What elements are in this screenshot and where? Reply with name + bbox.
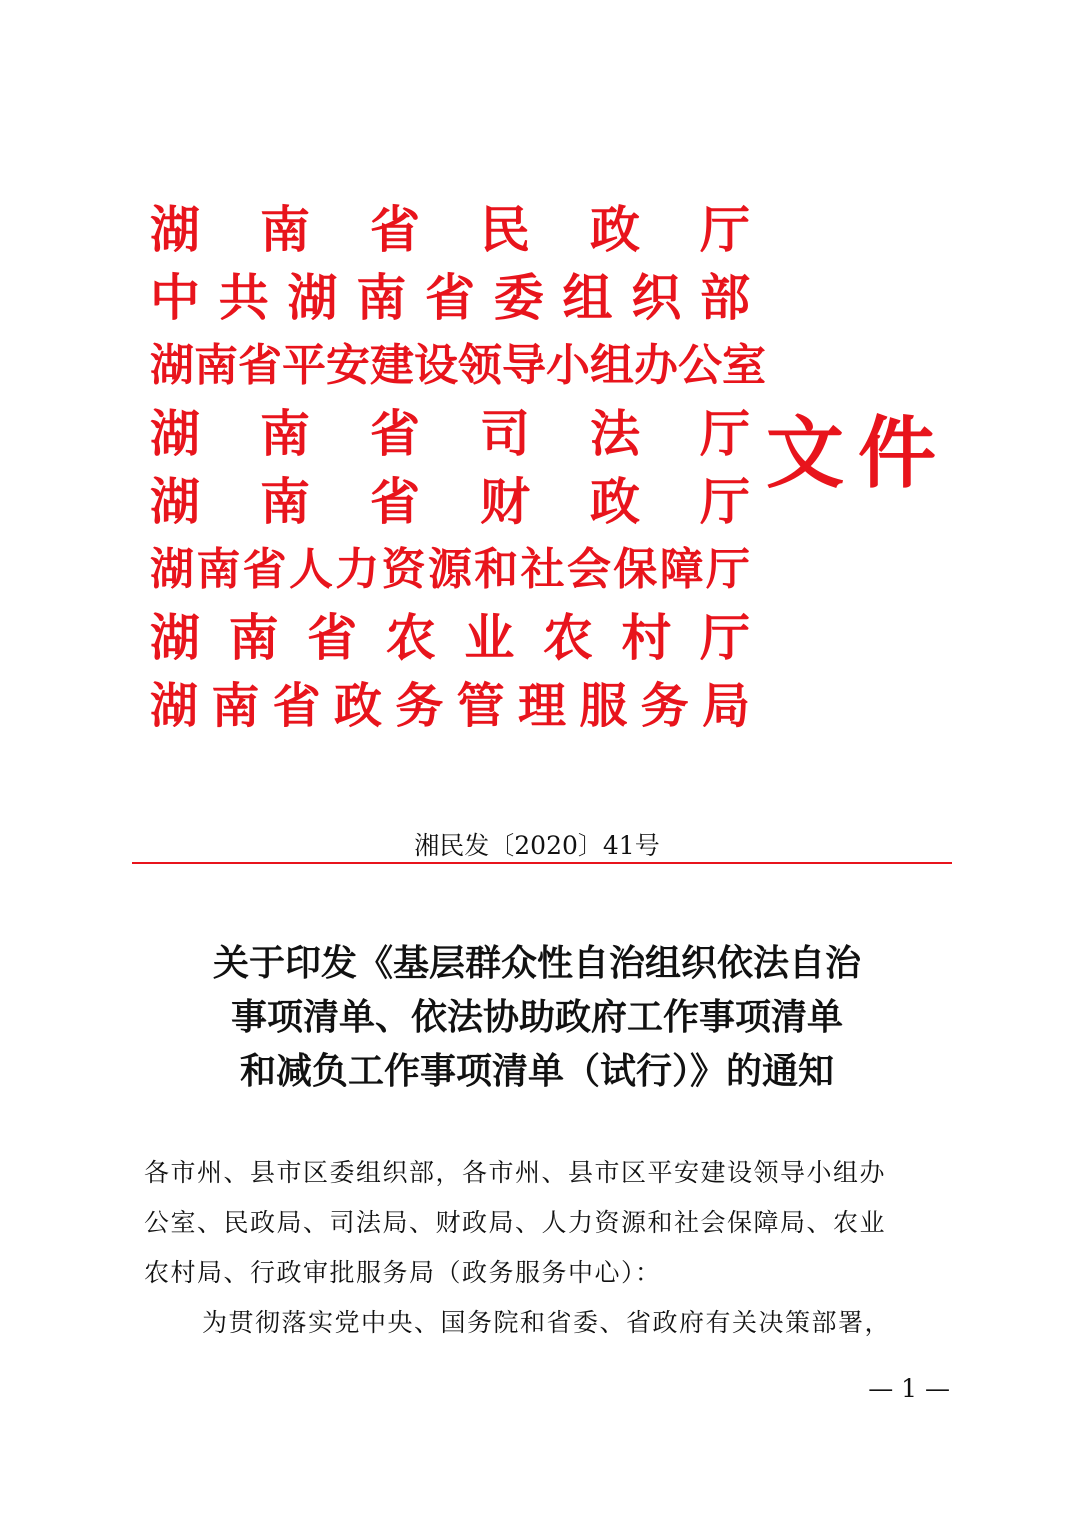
- addressee-line: 公室、民政局、司法局、财政局、人力资源和社会保障局、农业: [144, 1208, 887, 1237]
- document-label: 文件: [766, 408, 951, 499]
- issuer-char: 村: [621, 608, 672, 667]
- issuer-char: 社: [520, 544, 565, 595]
- issuer-char: 保: [613, 544, 658, 595]
- issuer-char: 人: [288, 544, 333, 595]
- issuer-char: 湖: [150, 340, 194, 391]
- title-line: 和减负工作事项清单（试行）》的通知: [239, 1050, 834, 1092]
- issuer-char: 部: [700, 268, 750, 327]
- issuer-line: [150, 332, 766, 400]
- title-line: 事项清单、依法协助政府工作事项清单: [230, 996, 843, 1038]
- issuer-char: 南: [196, 544, 241, 595]
- issuer-char: 南: [356, 268, 407, 327]
- issuer-char: 司: [480, 404, 530, 463]
- issuer-char: 建: [370, 340, 414, 391]
- issuer-char: 政: [590, 472, 640, 531]
- issuer-char: 民: [480, 200, 530, 259]
- issuer-char: 组: [590, 340, 634, 391]
- issuer-char: 服: [579, 678, 628, 734]
- title-line: 关于印发《基层群众性自治组织依法自治: [212, 942, 861, 984]
- issuer-char: 省: [370, 404, 420, 463]
- issuer-char: 政: [590, 200, 640, 259]
- issuer-line: [150, 264, 750, 332]
- issuer-char: 省: [370, 472, 420, 531]
- issuer-char: 湖: [287, 268, 338, 327]
- body-line: 为贯彻落实党中央、国务院和省委、省政府有关决策部署，: [202, 1308, 892, 1337]
- issuer-char: 业: [464, 608, 515, 667]
- issuer-char: 厅: [700, 472, 750, 531]
- issuer-line: [150, 672, 750, 740]
- issuer-char: 障: [659, 544, 704, 595]
- issuer-line: [150, 400, 750, 468]
- issuer-line: [150, 468, 750, 536]
- issuer-char: 资: [381, 544, 426, 595]
- issuer-char: 管: [456, 678, 505, 734]
- issuer-char: 源: [427, 544, 472, 595]
- issuer-char: 南: [260, 472, 310, 531]
- issuer-char: 南: [260, 200, 310, 259]
- issuer-char: 共: [218, 268, 269, 327]
- issuer-char: 厅: [700, 404, 750, 463]
- issuer-char: 小: [546, 340, 590, 391]
- document-title: [120, 936, 954, 1098]
- issuer-char: 安: [326, 340, 370, 391]
- issuer-char: 室: [722, 340, 766, 391]
- addressee-line: 各市州、县市区委组织部，各市州、县市区平安建设领导小组办: [144, 1158, 887, 1187]
- issuer-line: [150, 536, 750, 604]
- issuer-char: 省: [307, 608, 358, 667]
- addressee-block: [144, 1148, 944, 1298]
- issuer-char: 省: [272, 678, 321, 734]
- issuer-char: 湖: [150, 678, 199, 734]
- issuer-char: 省: [238, 340, 282, 391]
- issuer-char: 委: [493, 268, 544, 327]
- issuer-char: 南: [260, 404, 310, 463]
- issuer-char: 平: [282, 340, 326, 391]
- issuer-char: 省: [242, 544, 287, 595]
- issuer-char: 会: [566, 544, 611, 595]
- issuer-char: 南: [228, 608, 279, 667]
- issuer-char: 财: [480, 472, 530, 531]
- issuer-char: 办: [634, 340, 678, 391]
- issuer-char: 省: [370, 200, 420, 259]
- issuer-char: 中: [150, 268, 200, 327]
- issuer-char: 厅: [700, 200, 750, 259]
- issuer-char: 湖: [150, 544, 194, 595]
- issuer-char: 厅: [705, 544, 750, 595]
- addressee-line: 农村局、行政审批服务局（政务服务中心）：: [144, 1258, 662, 1287]
- issuer-char: 法: [590, 404, 640, 463]
- issuer-char: 局: [701, 678, 750, 734]
- issuer-line: [150, 196, 750, 264]
- issuer-line: [150, 604, 750, 672]
- red-divider-line: [132, 862, 952, 864]
- issuer-char: 政: [333, 678, 382, 734]
- issuer-char: 公: [678, 340, 722, 391]
- issuer-char: 湖: [150, 472, 200, 531]
- issuer-char: 农: [385, 608, 436, 667]
- issuing-authorities: [150, 196, 766, 740]
- issuer-char: 织: [631, 268, 682, 327]
- issuer-char: 湖: [150, 404, 200, 463]
- issuer-char: 组: [562, 268, 613, 327]
- issuer-char: 南: [211, 678, 260, 734]
- issuer-char: 南: [194, 340, 238, 391]
- issuer-char: 和: [474, 544, 519, 595]
- issuer-char: 厅: [699, 608, 750, 667]
- issuer-char: 湖: [150, 200, 200, 259]
- body-paragraph: [144, 1298, 944, 1348]
- issuer-char: 务: [395, 678, 444, 734]
- issuer-char: 湖: [150, 608, 200, 667]
- issuer-char: 力: [335, 544, 380, 595]
- issuer-char: 务: [640, 678, 689, 734]
- page-number: — 1 —: [868, 1374, 950, 1403]
- document-number: 湘民发〔2020〕41号: [414, 831, 660, 860]
- issuer-char: 导: [502, 340, 546, 391]
- issuer-char: 理: [517, 678, 566, 734]
- issuer-char: 省: [425, 268, 475, 327]
- issuer-char: 领: [458, 340, 502, 391]
- issuer-char: 农: [542, 608, 593, 667]
- issuer-char: 设: [414, 340, 458, 391]
